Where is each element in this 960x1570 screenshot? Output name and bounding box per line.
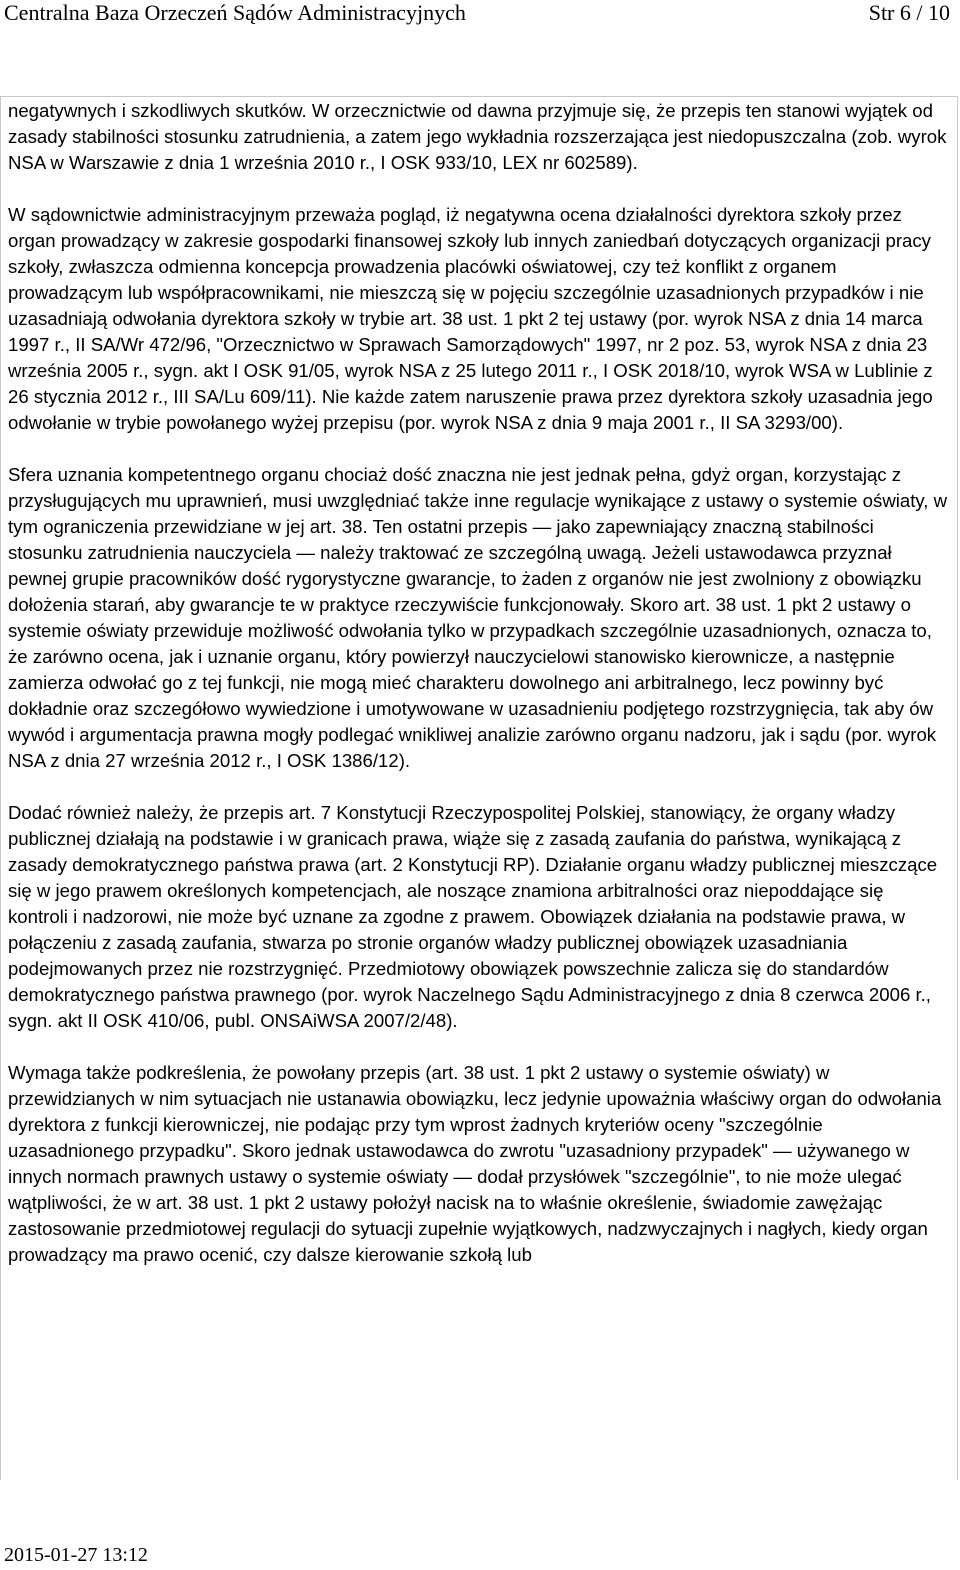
paragraph: W sądownictwie administracyjnym przeważa pogląd, iż negatywna ocena działalności dyrektora szkoły przez organ prowadzący w zakresie gospodarki finansowej szkoły lub innych zaniedbań dotyczących organizacji pracy szkoły, zwłaszcza odmienna koncepcja prowadzenia placówki oświatowej, czy też konflikt z organem prowadzącym lub współpracownikami, nie mieszczą się w pojęciu szczególnie uzasadnionych przypadków i nie uzasadniają odwołania dyrektora szkoły w trybie art. 38 ust. 1 pkt 2 tej ustawy (por. wyrok NSA z dnia 14 marca 1997 r., II SA/Wr 472/96, "Orzecznictwo w Sprawach Samorządowych" 1997, nr 2 poz. 53, wyrok NSA z dnia 23 września 2005 r., sygn. akt I OSK 91/05, wyrok NSA z 25 lutego 2011 r., I OSK 2018/10, wyrok WSA w Lublinie z 26 stycznia 2012 r., III SA/Lu 609/11). Nie każde zatem naruszenie prawa przez dyrektora szkoły uzasadnia jego odwołanie w trybie powołanego wyżej przepisu (por. wyrok NSA z dnia 9 maja 2001 r., II SA 3293/00). [8,204,933,433]
paragraph: Wymaga także podkreślenia, że powołany przepis (art. 38 ust. 1 pkt 2 ustawy o systemie oświaty) w przewidzianych w nim sytuacjach nie ustanawia obowiązku, lecz jedynie upoważnia właściwy organ do odwołania dyrektora z funkcji kierowniczej, nie podając przy tym wprost żadnych kryteriów oceny "szczególnie uzasadnionego przypadku". Skoro jednak ustawodawca do zwrotu "uzasadniony przypadek" — używanego w innych normach prawnych ustawy o systemie oświaty — dodał przysłówek "szczególnie", to nie może ulegać wątpliwości, że w art. 38 ust. 1 pkt 2 ustawy położył nacisk na to właśnie określenie, świadomie zawężając zastosowanie przedmiotowej regulacji do sytuacji zupełnie wyjątkowych, nadzwyczajnych i nagłych, kiedy organ prowadzący ma prawo ocenić, czy dalsze kierowanie szkołą lub [8,1062,942,1265]
site-title: Centralna Baza Orzeczeń Sądów Administracyjnych [4,0,466,25]
page-number: Str 6 / 10 [868,0,950,25]
document-body [8,98,948,1294]
print-timestamp: 2015-01-27 13:12 [4,1544,148,1566]
paragraph: negatywnych i szkodliwych skutków. W orzecznictwie od dawna przyjmuje się, że przepis ten stanowi wyjątek od zasady stabilności stosunku zatrudnienia, a zatem jego wykładnia rozszerzająca jest niedopuszczalna (zob. wyrok NSA w Warszawie z dnia 1 września 2010 r., I OSK 933/10, LEX nr 602589). [8,100,947,173]
paragraph: Dodać również należy, że przepis art. 7 Konstytucji Rzeczypospolitej Polskiej, stanowiący, że organy władzy publicznej działają na podstawie i w granicach prawa, wiąże się z zasadą zaufania do państwa, wynikającą z zasady demokratycznego państwa prawa (art. 2 Konstytucji RP). Działanie organu władzy publicznej mieszczące się w jego prawem określonych kompetencjach, ale noszące znamiona arbitralności oraz niepoddające się kontroli i nadzorowi, nie może być uznane za zgodne z prawem. Obowiązek działania na podstawie prawa, w połączeniu z zasadą zaufania, stwarza po stronie organów władzy publicznej obowiązek uzasadniania podejmowanych przez nie rozstrzygnięć. Przedmiotowy obowiązek powszechnie zalicza się do standardów demokratycznego państwa prawnego (por. wyrok Naczelnego Sądu Administracyjnego z dnia 8 czerwca 2006 r., sygn. akt II OSK 410/06, publ. ONSAiWSA 2007/2/48). [8,802,938,1031]
page-header [0,0,960,40]
paragraph: Sfera uznania kompetentnego organu chociaż dość znaczna nie jest jednak pełna, gdyż organ, korzystając z przysługujących mu uprawnień, musi uwzględniać także inne regulacje wynikające z ustawy o systemie oświaty, w tym ograniczenia przewidziane w jej art. 38. Ten ostatni przepis — jako zapewniający znaczną stabilności stosunku zatrudnienia nauczyciela — należy traktować ze szczególną uwagą. Jeżeli ustawodawca przyznał pewnej grupie pracowników dość rygorystyczne gwarancje, to żaden z organów nie jest zwolniony z obowiązku dołożenia starań, aby gwarancje te w praktyce rzeczywiście funkcjonowały. Skoro art. 38 ust. 1 pkt 2 ustawy o systemie oświaty przewiduje możliwość odwołania tylko w przypadkach szczególnie uzasadnionych, oznacza to, że zarówno ocena, jak i uznanie organu, który powierzył nauczycielowi stanowisko kierownicze, a następnie zamierza odwołać go z tej funkcji, nie mogą mieć charakteru dowolnego ani arbitralnego, lecz powinny być dokładnie oraz szczegółowo wywiedzione i umotywowane w uzasadnieniu podjętego rozstrzygnięcia, tak aby ów wywód i argumentacja prawna mogły podlegać wnikliwej analizie zarówno organu nadzoru, jak i sądu (por. wyrok NSA z dnia 27 września 2012 r., I OSK 1386/12). [8,464,948,771]
